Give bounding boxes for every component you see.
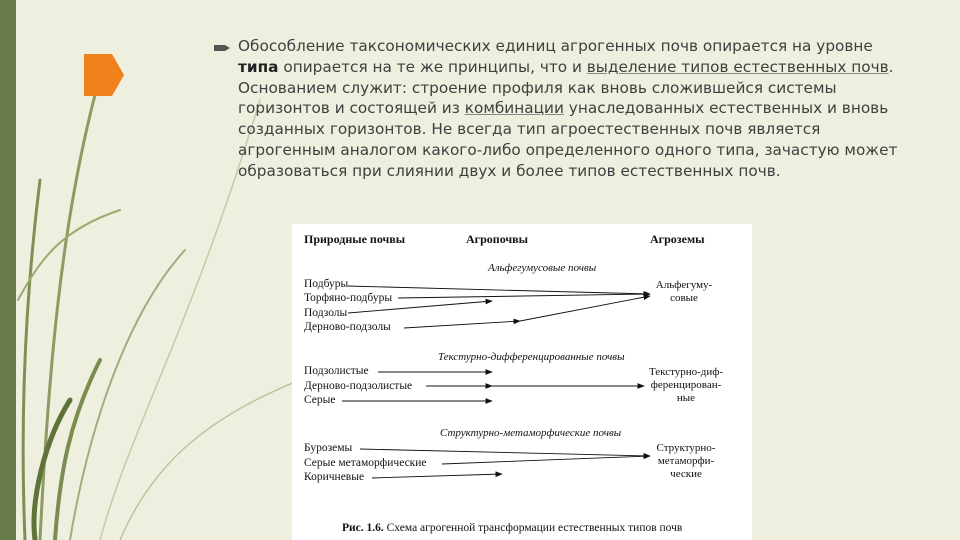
soil-item: Торфяно-подбуры (304, 292, 393, 304)
result-line: ные (676, 392, 696, 404)
soil-item: Дерново-подзолы (304, 321, 391, 333)
arrow-torfyano-podbury (398, 294, 650, 298)
arrow-korichnevye (372, 474, 502, 478)
result-line: совые (670, 292, 698, 304)
result-line: ференцирован- (650, 379, 722, 391)
arrow-burozemy (360, 449, 650, 456)
paragraph-bold-term: типа (238, 57, 279, 76)
pencil-bullet-icon (214, 43, 230, 53)
header-agrozems: Агроземы (650, 232, 705, 246)
link-combination[interactable]: комбинации (464, 99, 564, 118)
paragraph-text-3: . Основанием служит: строение профиля как вновь сложившейся системы горизонтов и состоящей из (238, 57, 894, 118)
figure-caption (342, 522, 682, 534)
header-natural-soils: Природные почвы (304, 232, 406, 246)
soil-item: Дерново-подзолистые (304, 380, 413, 392)
body-paragraph (238, 36, 918, 182)
soil-item: Подбуры (304, 278, 349, 290)
group-title-texturno: Текстурно-дифференцированные почвы (438, 351, 625, 363)
caption-label: Рис. 1.6. (342, 522, 384, 534)
group-title-alfegumus: Альфегумусовые почвы (488, 262, 597, 274)
arrow-agropochvy-1 (520, 296, 650, 321)
result-alfegumus (644, 279, 724, 305)
result-line: Текстурно-диф- (648, 366, 724, 378)
paragraph-text-1: Обособление таксономических единиц агрогенных почв опирается на уровне (238, 37, 873, 55)
paragraph-text-2: опирается на те же принципы, что и (278, 57, 587, 76)
arrow-dernovo-podzoly (404, 321, 520, 328)
result-line: ческие (670, 468, 702, 480)
result-line: Альфегуму- (655, 279, 713, 291)
soil-item: Подзолистые (304, 365, 369, 377)
link-soil-types[interactable]: выделение типов естественных почв (586, 57, 889, 76)
soil-item: Подзолы (304, 307, 348, 319)
group-title-strukturno: Структурно-метаморфические почвы (440, 427, 622, 439)
caption-text: Схема агрогенной трансформации естественных типов почв (383, 522, 683, 534)
soil-item: Серые метаморфические (304, 457, 427, 469)
result-texturno (640, 366, 732, 405)
soil-item: Коричневые (304, 471, 365, 483)
arrow-serye-metamorficheskie (442, 456, 650, 464)
header-agro-soils: Агропочвы (466, 232, 529, 246)
result-line: метаморфи- (657, 455, 715, 467)
arrow-podbury (348, 286, 650, 294)
soil-item: Серые (304, 394, 336, 406)
paragraph-text-4: унаследованных естественных и вновь созданных горизонтов. Не всегда тип агроестественных почв является агрогенным аналогом какого-либо определенного одного типа, зачастую может образоваться при слиянии двух и более типов естественных почв. (238, 99, 898, 180)
result-line: Структурно- (656, 442, 716, 454)
result-strukturno (644, 442, 728, 481)
transformation-diagram (292, 224, 752, 540)
soil-item: Буроземы (304, 442, 353, 454)
